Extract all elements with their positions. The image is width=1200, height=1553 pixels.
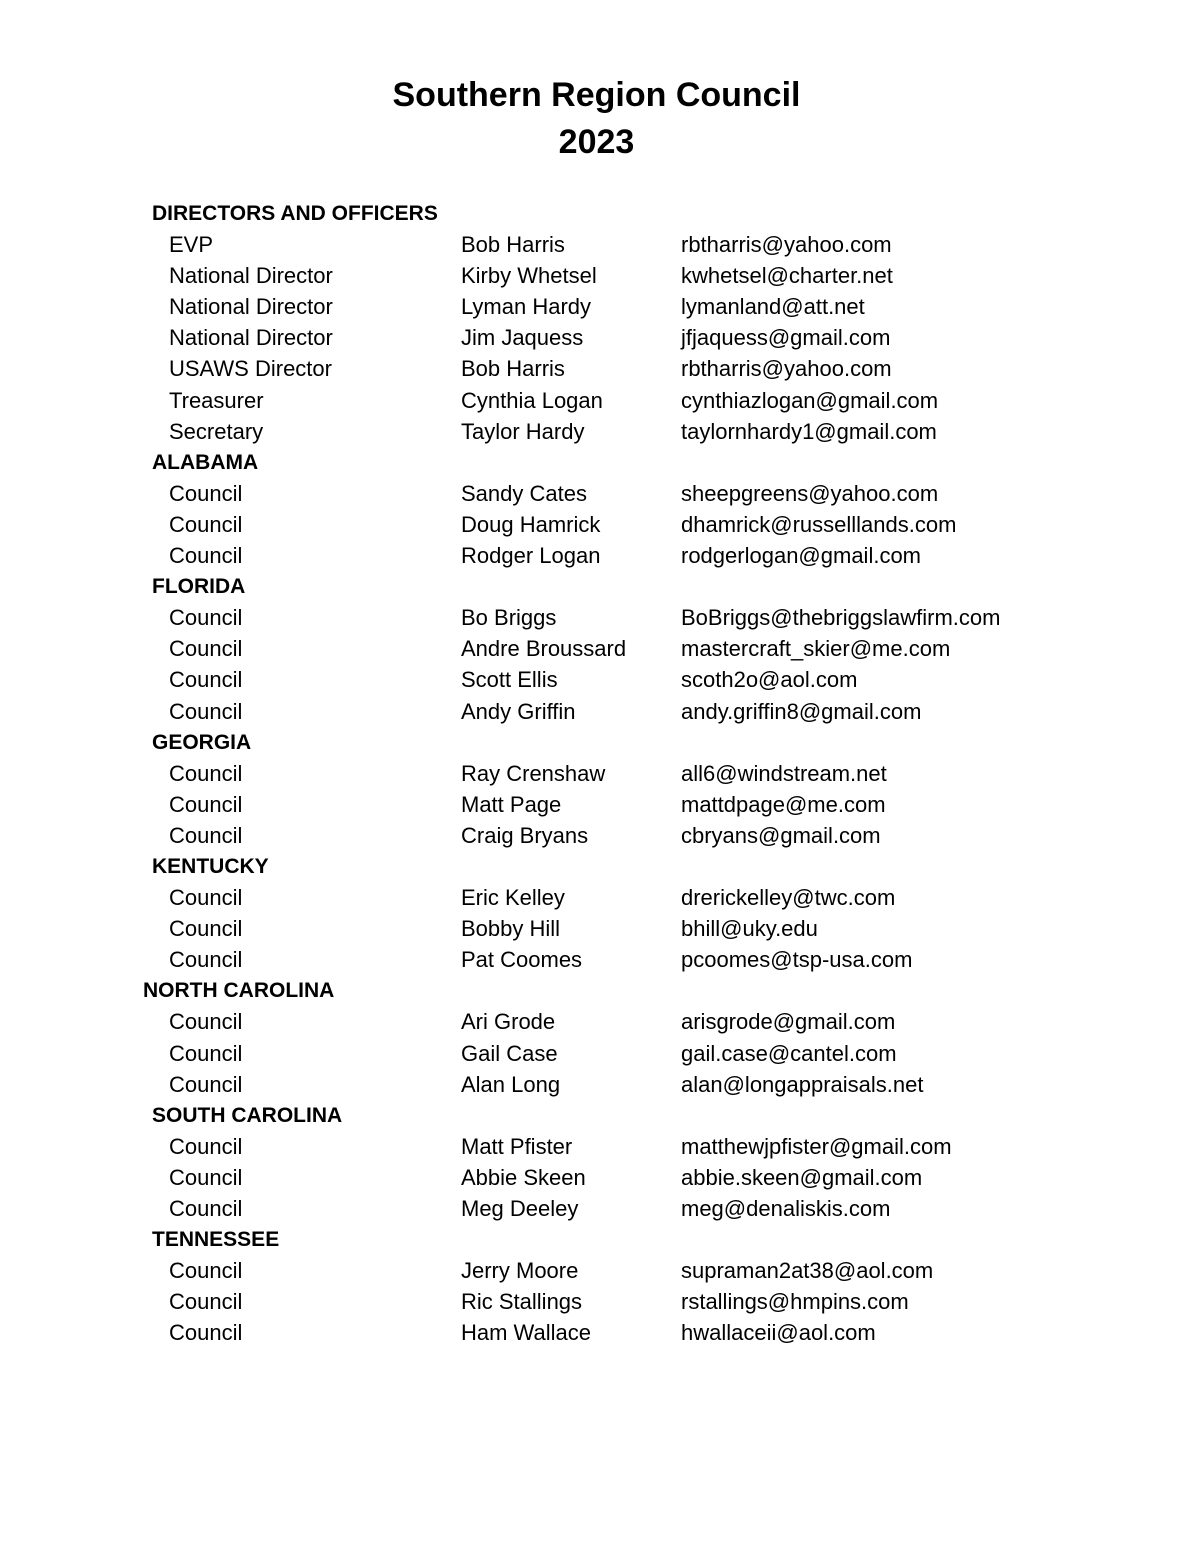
member-row	[0, 291, 1200, 322]
member-name: Cynthia Logan	[461, 387, 603, 413]
member-role: Council	[169, 1196, 243, 1221]
member-email: rodgerlogan@gmail.com	[681, 543, 922, 569]
member-email: mattdpage@me.com	[681, 791, 886, 817]
member-role: Council	[169, 1009, 243, 1035]
member-name: Lyman Hardy	[461, 294, 592, 320]
member-name: Scott Ellis	[461, 667, 558, 693]
member-row	[0, 478, 1200, 509]
member-email: gail.case@cantel.com	[681, 1040, 897, 1066]
member-row	[0, 229, 1200, 260]
section-heading: FLORIDA	[152, 575, 246, 599]
member-email: lymanland@att.net	[681, 294, 865, 320]
member-role: Council	[169, 791, 243, 817]
member-row	[0, 416, 1200, 447]
member-name: Eric Kelley	[461, 885, 565, 911]
member-row	[0, 1193, 1200, 1224]
member-name: Alan Long	[461, 1071, 561, 1097]
member-email: cbryans@gmail.com	[681, 822, 881, 848]
member-email: meg@denaliskis.com	[681, 1196, 891, 1221]
member-row	[0, 509, 1200, 540]
member-role: EVP	[169, 232, 214, 258]
member-row	[0, 1317, 1200, 1348]
member-name: Bobby Hill	[461, 916, 561, 942]
member-row	[0, 260, 1200, 291]
member-email: hwallaceii@aol.com	[681, 1320, 876, 1346]
member-name: Meg Deeley	[461, 1196, 579, 1221]
member-email: BoBriggs@thebriggslawfirm.com	[681, 605, 1001, 631]
member-name: Craig Bryans	[461, 822, 589, 848]
member-row	[0, 353, 1200, 384]
member-row	[0, 633, 1200, 664]
member-email: drerickelley@twc.com	[681, 885, 896, 911]
member-email: dhamrick@russelllands.com	[681, 511, 957, 537]
section-header-row	[0, 1224, 1200, 1255]
member-row	[0, 1131, 1200, 1162]
section-heading: DIRECTORS AND OFFICERS	[152, 202, 438, 225]
member-row	[0, 1286, 1200, 1317]
section-heading: GEORGIA	[152, 730, 252, 754]
document-title	[0, 72, 1193, 166]
member-email: all6@windstream.net	[681, 760, 887, 786]
member-row	[0, 1006, 1200, 1037]
member-role: Council	[169, 1040, 243, 1066]
member-role: Secretary	[169, 418, 264, 444]
member-row	[0, 322, 1200, 353]
member-row	[0, 789, 1200, 820]
member-role: Council	[169, 1071, 243, 1097]
member-email: rbtharris@yahoo.com	[681, 232, 892, 258]
member-role: USAWS Director	[169, 356, 332, 382]
member-name: Gail Case	[461, 1040, 558, 1066]
member-email: cynthiazlogan@gmail.com	[681, 387, 939, 413]
member-name: Jim Jaquess	[461, 325, 584, 351]
member-role: Council	[169, 1289, 243, 1315]
member-row	[0, 944, 1200, 975]
member-name: Ari Grode	[461, 1009, 556, 1035]
member-email: arisgrode@gmail.com	[681, 1009, 896, 1035]
member-name: Bo Briggs	[461, 605, 557, 631]
section-heading: NORTH CAROLINA	[143, 979, 335, 1003]
member-name: Jerry Moore	[461, 1258, 579, 1284]
member-row	[0, 820, 1200, 851]
member-role: Council	[169, 1164, 243, 1190]
member-name: Taylor Hardy	[461, 418, 585, 444]
member-role: Council	[169, 543, 243, 569]
member-row	[0, 1069, 1200, 1100]
member-role: National Director	[169, 294, 333, 320]
member-name: Ham Wallace	[461, 1320, 591, 1346]
member-name: Bob Harris	[461, 356, 565, 382]
member-role: Council	[169, 511, 243, 537]
member-email: sheepgreens@yahoo.com	[681, 480, 939, 506]
section-heading: TENNESSEE	[152, 1228, 280, 1252]
member-name: Abbie Skeen	[461, 1164, 586, 1190]
member-role: Council	[169, 885, 243, 911]
member-name: Doug Hamrick	[461, 511, 601, 537]
member-email: mastercraft_skier@me.com	[681, 636, 951, 662]
member-row	[0, 1255, 1200, 1286]
member-name: Andy Griffin	[461, 698, 576, 724]
member-row	[0, 882, 1200, 913]
section-header-row	[0, 198, 1200, 229]
section-header-row	[0, 851, 1200, 882]
member-role: Council	[169, 667, 243, 693]
member-email: matthewjpfister@gmail.com	[681, 1133, 952, 1159]
member-role: Council	[169, 1320, 243, 1346]
section-heading: SOUTH CAROLINA	[152, 1103, 343, 1127]
member-row	[0, 696, 1200, 727]
section-header-row	[0, 447, 1200, 478]
member-name: Pat Coomes	[461, 947, 583, 973]
member-role: Council	[169, 1258, 243, 1284]
member-role: Council	[169, 760, 243, 786]
member-name: Ray Crenshaw	[461, 760, 606, 786]
member-row	[0, 540, 1200, 571]
member-role: Council	[169, 636, 243, 662]
member-role: National Director	[169, 263, 333, 289]
member-role: Council	[169, 916, 243, 942]
member-email: bhill@uky.edu	[681, 916, 818, 942]
member-row	[0, 913, 1200, 944]
member-role: Council	[169, 480, 243, 506]
member-name: Andre Broussard	[461, 636, 627, 662]
member-email: pcoomes@tsp-usa.com	[681, 947, 913, 973]
member-email: scoth2o@aol.com	[681, 667, 858, 693]
section-header-row	[0, 727, 1200, 758]
member-name: Matt Pfister	[461, 1133, 573, 1159]
member-row	[0, 664, 1200, 695]
section-header-row	[0, 571, 1200, 602]
member-role: Council	[169, 947, 243, 973]
member-email: kwhetsel@charter.net	[681, 263, 893, 289]
member-email: rbtharris@yahoo.com	[681, 356, 892, 382]
member-row	[0, 1162, 1200, 1193]
member-email: rstallings@hmpins.com	[681, 1289, 909, 1315]
member-name: Rodger Logan	[461, 543, 601, 569]
section-heading: KENTUCKY	[152, 854, 269, 878]
member-role: Treasurer	[169, 387, 264, 413]
member-name: Kirby Whetsel	[461, 263, 597, 289]
member-row	[0, 758, 1200, 789]
member-email: jfjaquess@gmail.com	[681, 325, 891, 351]
member-email: alan@longappraisals.net	[681, 1071, 924, 1097]
section-header-row	[0, 1100, 1200, 1131]
member-row	[0, 385, 1200, 416]
member-name: Bob Harris	[461, 232, 565, 258]
member-name: Ric Stallings	[461, 1289, 583, 1315]
section-heading: ALABAMA	[152, 450, 259, 474]
member-role: Council	[169, 698, 243, 724]
member-email: abbie.skeen@gmail.com	[681, 1164, 923, 1190]
member-row	[0, 602, 1200, 633]
member-name: Sandy Cates	[461, 480, 587, 506]
member-role: Council	[169, 1133, 243, 1159]
member-role: Council	[169, 605, 243, 631]
member-email: taylornhardy1@gmail.com	[681, 418, 937, 444]
member-email: andy.griffin8@gmail.com	[681, 698, 922, 724]
title-line-2: 2023	[558, 123, 635, 161]
member-row	[0, 1038, 1200, 1069]
title-line-1: Southern Region Council	[392, 76, 801, 114]
council-roster	[0, 198, 1200, 1348]
member-role: National Director	[169, 325, 333, 351]
member-name: Matt Page	[461, 791, 562, 817]
member-email: supraman2at38@aol.com	[681, 1258, 934, 1284]
member-role: Council	[169, 822, 243, 848]
section-header-row	[0, 975, 1200, 1006]
